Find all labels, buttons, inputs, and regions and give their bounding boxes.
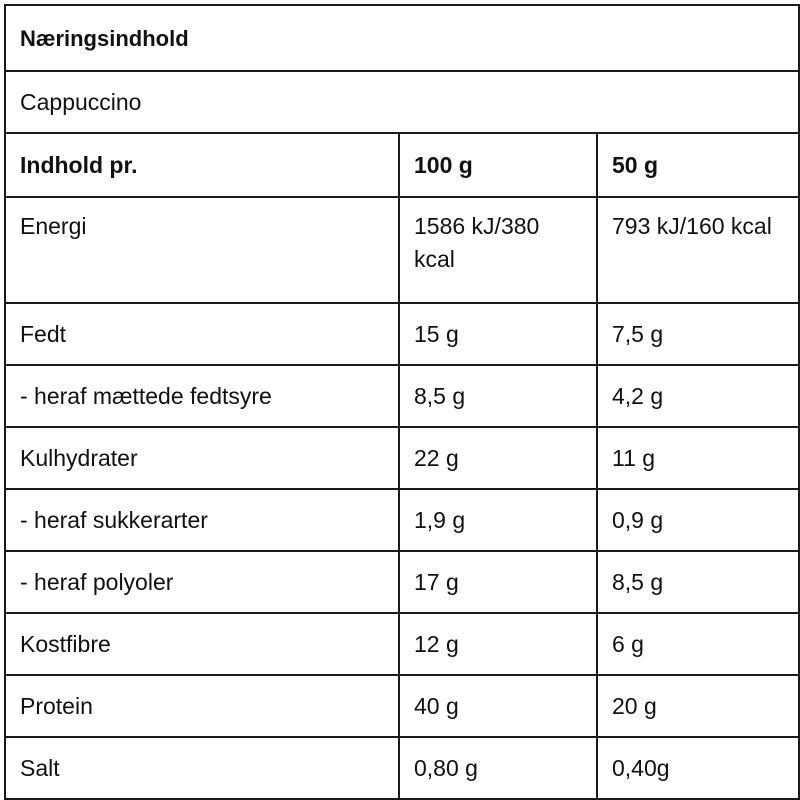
value-100g: 15 g — [399, 303, 597, 365]
value-100g: 8,5 g — [399, 365, 597, 427]
table-title: Næringsindhold — [5, 5, 799, 71]
row-label: Kostfibre — [5, 613, 399, 675]
value-50g: 793 kJ/160 kcal — [597, 197, 799, 303]
value-50g: 20 g — [597, 675, 799, 737]
row-label: Energi — [5, 197, 399, 303]
value-50g: 11 g — [597, 427, 799, 489]
table-row — [5, 737, 799, 799]
table-row — [5, 613, 799, 675]
value-50g: 4,2 g — [597, 365, 799, 427]
nutrition-table — [4, 4, 800, 800]
table-row — [5, 303, 799, 365]
table-row — [5, 551, 799, 613]
value-100g: 17 g — [399, 551, 597, 613]
value-100g: 40 g — [399, 675, 597, 737]
row-label: Salt — [5, 737, 399, 799]
header-label: Indhold pr. — [5, 133, 399, 197]
table-row — [5, 197, 799, 303]
row-label: Kulhydrater — [5, 427, 399, 489]
product-row — [5, 71, 799, 133]
value-50g: 0,9 g — [597, 489, 799, 551]
table-row — [5, 675, 799, 737]
row-label: - heraf mættede fedtsyre — [5, 365, 399, 427]
value-50g: 7,5 g — [597, 303, 799, 365]
value-100g: 1586 kJ/380 kcal — [399, 197, 597, 303]
row-label: - heraf sukkerarter — [5, 489, 399, 551]
table-row — [5, 489, 799, 551]
value-100g: 22 g — [399, 427, 597, 489]
row-label: Fedt — [5, 303, 399, 365]
product-name: Cappuccino — [5, 71, 799, 133]
table-title-row — [5, 5, 799, 71]
value-100g: 1,9 g — [399, 489, 597, 551]
value-100g: 12 g — [399, 613, 597, 675]
table-row — [5, 427, 799, 489]
value-50g: 0,40g — [597, 737, 799, 799]
table-row — [5, 365, 799, 427]
header-50g: 50 g — [597, 133, 799, 197]
header-row — [5, 133, 799, 197]
value-100g: 0,80 g — [399, 737, 597, 799]
row-label: - heraf polyoler — [5, 551, 399, 613]
value-50g: 8,5 g — [597, 551, 799, 613]
header-100g: 100 g — [399, 133, 597, 197]
value-50g: 6 g — [597, 613, 799, 675]
row-label: Protein — [5, 675, 399, 737]
